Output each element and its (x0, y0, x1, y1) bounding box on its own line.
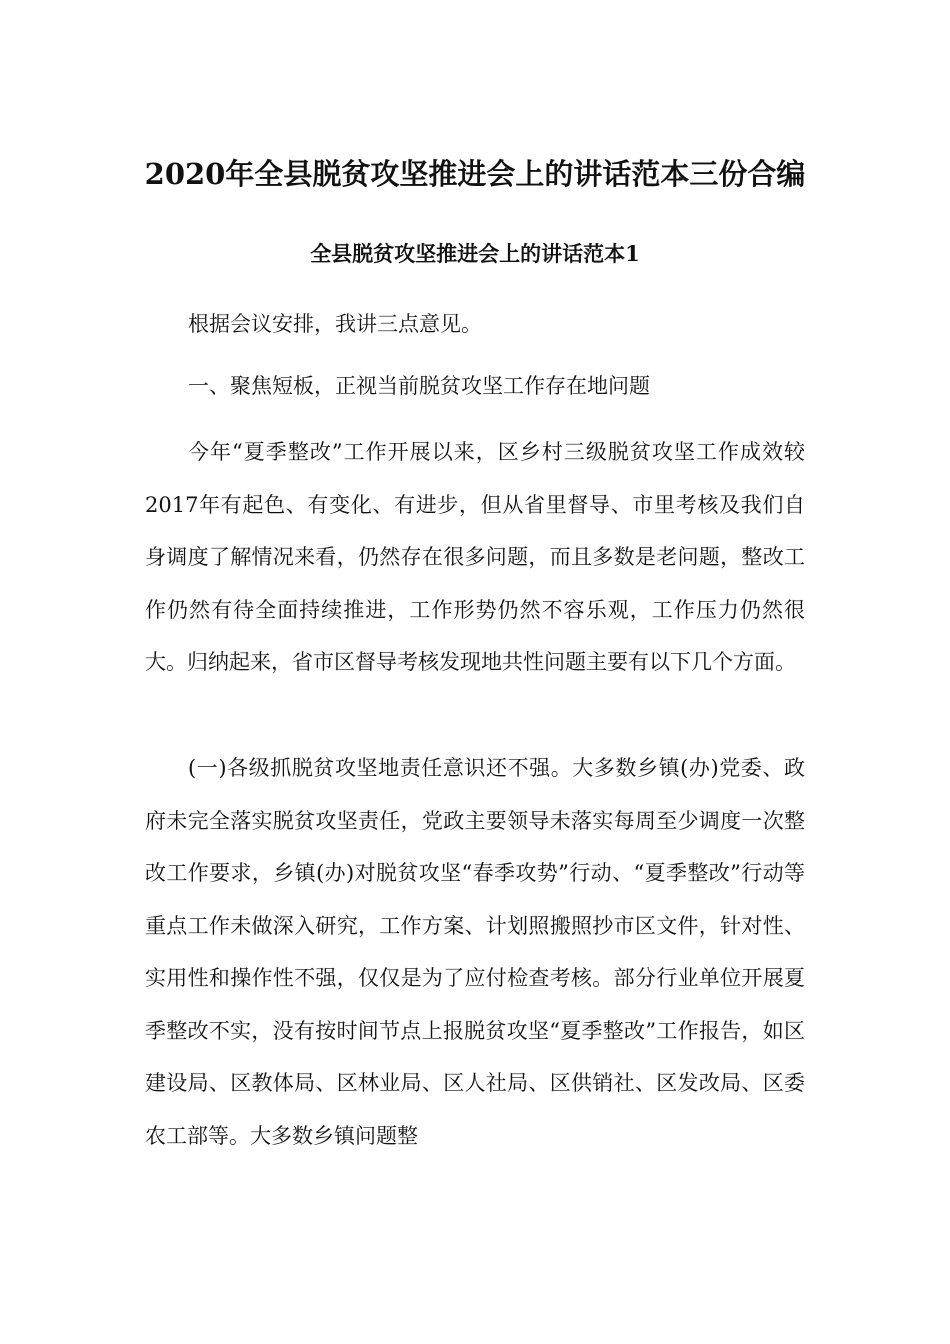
paragraph-body-2: (一)各级抓脱贫攻坚地责任意识还不强。大多数乡镇(办)党委、政府未完全落实脱贫攻坚责任，党政主要领导未落实每周至少调度一次整改工作要求，乡镇(办)对脱贫攻坚“春季攻势”行动、“夏季整改”行动等重点工作未做深入研究，工作方案、计划照搬照抄市区文件，针对性、实用性和操作性不强，仅仅是为了应付检查考核。部分行业单位开展夏季整改不实，没有按时间节点上报脱贫攻坚“夏季整改”工作报告，如区建设局、区教体局、区林业局、区人社局、区供销社、区发改局、区委农工部等。大多数乡镇问题整 (145, 756, 805, 1148)
paragraph-body-1: 今年“夏季整改”工作开展以来，区乡村三级脱贫攻坚工作成效较2017年有起色、有变化、有进步，但从省里督导、市里考核及我们自身调度了解情况来看，仍然存在很多问题，而且多数是老问题，整改工作仍然有待全面持续推进，工作形势仍然不容乐观，工作压力仍然很大。归纳起来，省市区督导考核发现地共性问题主要有以下几个方面。 (145, 440, 805, 674)
document-subtitle: 全县脱贫攻坚推进会上的讲话范本1 (310, 241, 640, 266)
paragraph-intro: 根据会议安排，我讲三点意见。 (188, 312, 482, 336)
document-title: 2020年全县脱贫攻坚推进会上的讲话范本三份合编 (144, 157, 806, 191)
paragraph-section-heading: 一、聚焦短板，正视当前脱贫攻坚工作存在地问题 (188, 374, 650, 398)
